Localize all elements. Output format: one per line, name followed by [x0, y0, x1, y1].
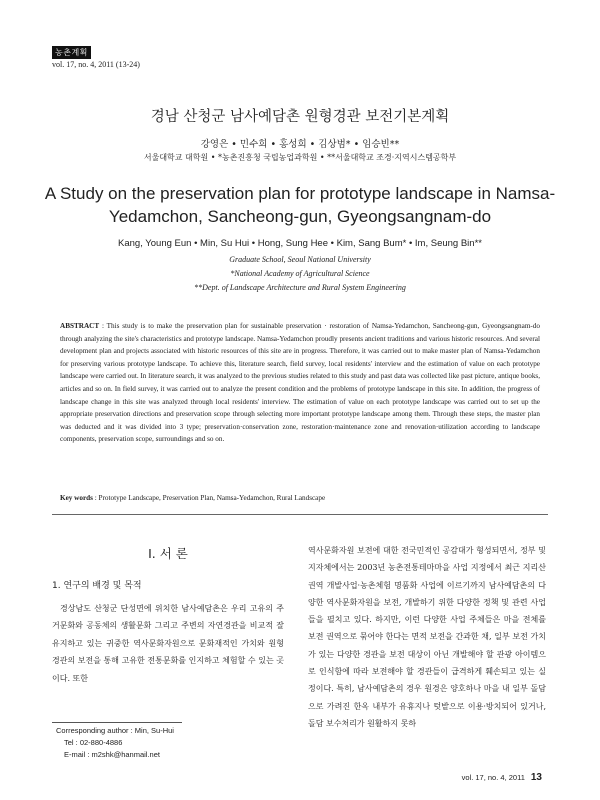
correspondence-block: [56, 725, 174, 761]
footnote-divider: [52, 722, 182, 723]
journal-badge: 농촌계획: [52, 46, 91, 59]
keywords-text: : Prototype Landscape, Preservation Plan, Namsa-Yedamchon, Rural Landscape: [92, 494, 326, 502]
abstract: [60, 320, 540, 446]
page-footer: [462, 772, 542, 783]
body-text-left: 경상남도 산청군 단성면에 위치한 남사예담촌은 우리 고유의 주거문화와 공동체의 생활문화 그리고 주변의 자연경관을 비교적 잘 유지하고 있는 귀중한 역사문화자원으로 문화재적인 가치와 원형 경관의 보전을 통해 고유한 전통문화를 인지하고 체험할 수 있는 곳이다. 또한: [52, 604, 284, 683]
korean-affiliations: 서울대학교 대학원 • *농촌진흥청 국립농업과학원 • **서울대학교 조경·지역시스템공학부: [143, 153, 457, 162]
abstract-text: : This study is to make the preservation plan for sustainable preservation · restoration of Namsa-Yedamchon, Sancheong-gun, Gyeongsangnam-do through analyzing the site's characteristics and prototype landscape. Namsa-Yedamchon proudly presents ancient traditions and various historic resources. And several development plan and projects associated with historic resources of this site are in progress. Therefore, it was carried out to make master plan of Namsa-Yedamchon for preserving various prototype landscape. To achieve this, literature search, field survey, local residents' interview and the estimation of value on each prototype landscape were carried out. In literature search, it was analyzed to the previous studies related to this study and past data was collected like past picture, antique books, articles and so on. In field survey, it was carried out to analyze the present condition and the problems of prototype landscape in this site. In addition, the progress of landscape change in this site was analyzed through local residents' interview. The estimation of value on each prototype landscape was carried out to set up the appropriate preservation directions and preservation scope through selecting more important prototype landscape among them. Through these steps, the master plan was deducted and it was divided into 3 type; preservation·conservation zone, restoration·maintenance zone and renovation·utilization according to landscape components, preservation scope, surroundings and so on.: [60, 322, 541, 444]
page-number: 13: [530, 772, 542, 783]
body-text-right: 역사문화자원 보전에 대한 전국민적인 공감대가 형성되면서, 정부 및 지자체에서는 2003년 농촌전통테마마을 사업 지정에서 최근 지리산권역 개발사업·농촌체험 명품화 사업에 이르기까지 남사예담촌의 다양한 역사문화자원을 보전, 개발하기 위한 다양한 정책 및 관련 사업들을 펼치고 있다. 하지만, 이런 다양한 사업 주체들은 마을 전체를 보전 권역으로 묶어야 한다는 면적 보전을 간과한 채, 일부 보전 가치가 있는 다양한 경관을 보전 대상이 아닌 개발해야 할 관광 아이템으로 인식함에 따라 보전해야 할 경관들이 급격하게 훼손되고 있는 실정이다. 특히, 남사예담촌의 경우 원경은 양호하나 마을 내 일부 돌담으로 가려진 한옥 내부가 유휴지나 텃밭으로 이용·방치되어 있거나, 돌담 보수처리가 원활하지 못하: [308, 546, 546, 728]
keywords-label: Key words: [60, 494, 93, 502]
english-affiliation-3: **Dept. of Landscape Architecture and Rural System Engineering: [194, 283, 406, 292]
section-title: Ⅰ. 서 론: [148, 546, 188, 561]
footer-citation: vol. 17, no. 4, 2011: [461, 773, 525, 782]
korean-authors: 강영은 • 민수희 • 홍성희 • 김상범* • 임승빈**: [200, 139, 400, 150]
corresponding-author: Corresponding author : Min, Su-Hui: [56, 726, 174, 735]
header-divider: [52, 514, 548, 515]
corresponding-email: E-mail : m2shk@hanmail.net: [64, 750, 160, 759]
english-title: A Study on the preservation plan for prototype landscape in Namsa-Yedamchon, Sancheong-gun, Gyeongsangnam-do: [44, 184, 556, 226]
abstract-label: ABSTRACT: [60, 322, 100, 330]
corresponding-tel: Tel : 02-880-4886: [64, 738, 123, 747]
korean-title: 경남 산청군 남사예담촌 원형경관 보전기본계획: [150, 109, 450, 125]
english-authors: Kang, Young Eun • Min, Su Hui • Hong, Sung Hee • Kim, Sang Bum* • Im, Seung Bin**: [118, 238, 482, 249]
english-affiliation-2: *National Academy of Agricultural Science: [230, 269, 370, 278]
subsection-title: 1. 연구의 배경 및 목적: [52, 581, 142, 591]
english-affiliation-1: Graduate School, Seoul National University: [229, 255, 371, 264]
journal-volume: vol. 17, no. 4, 2011 (13-24): [52, 60, 140, 69]
keywords: [60, 494, 540, 502]
